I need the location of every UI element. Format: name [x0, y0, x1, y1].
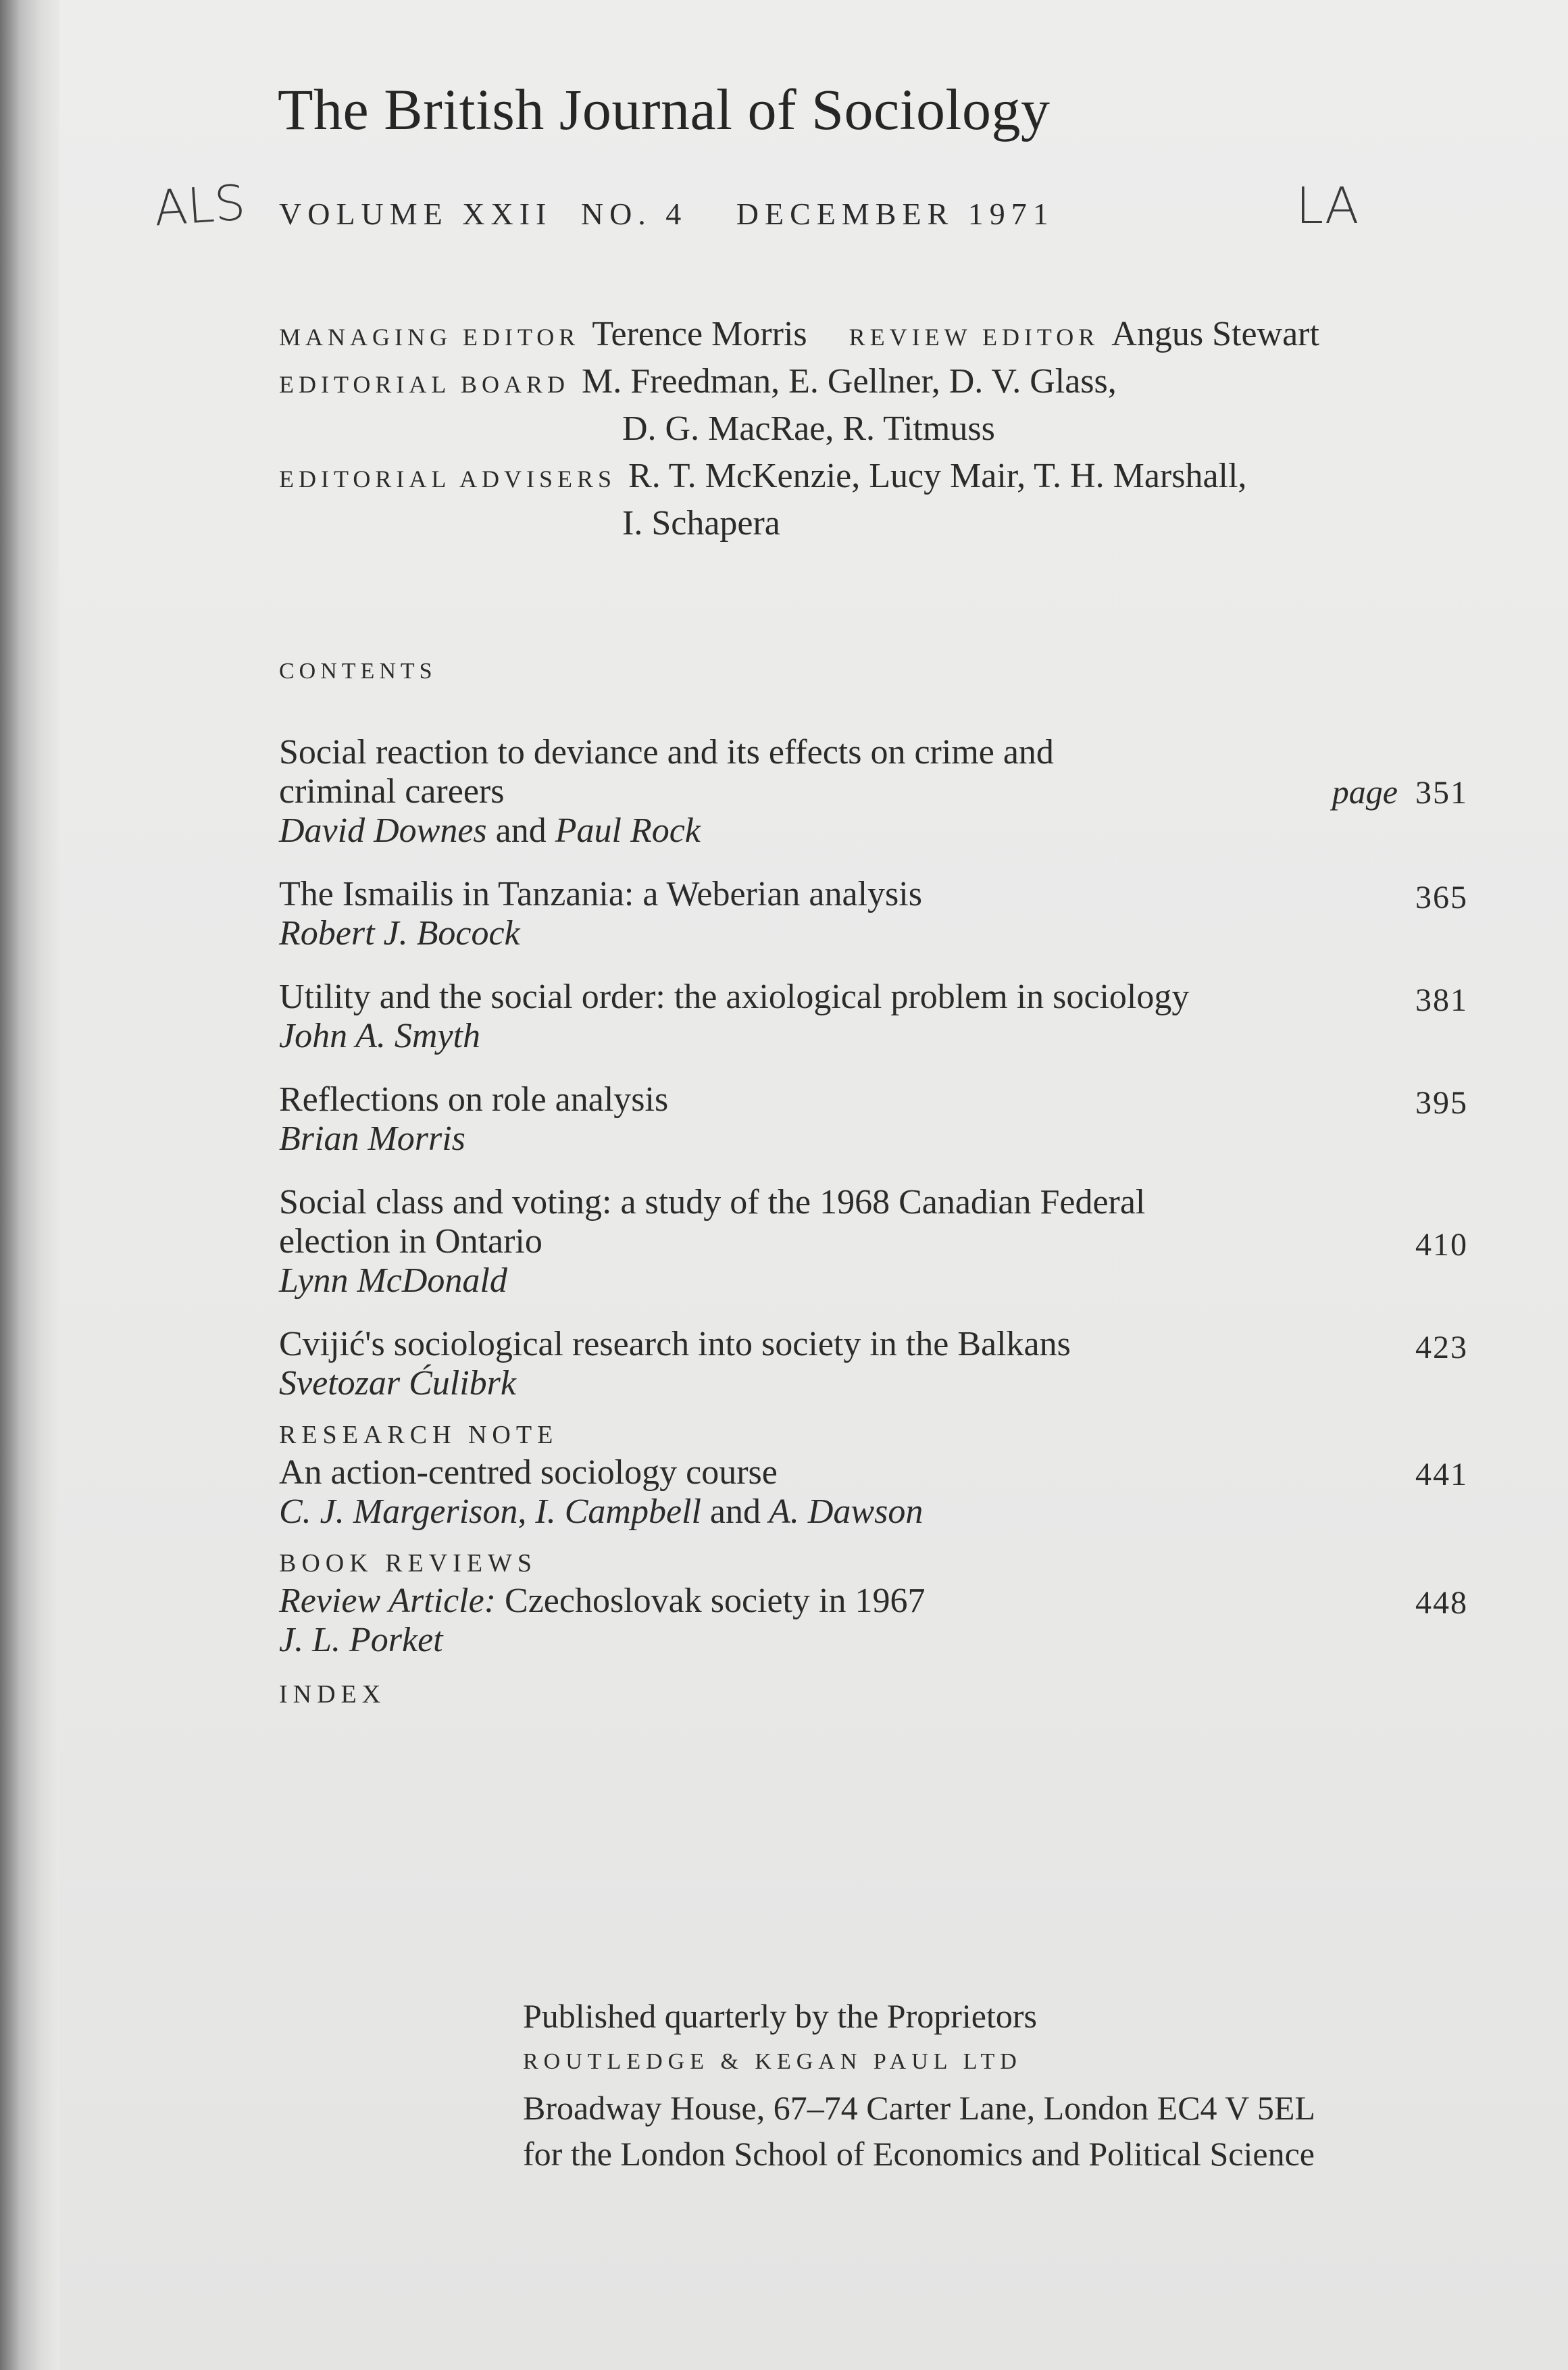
page-number: 381 — [1415, 982, 1468, 1018]
page-number: 395 — [1415, 1085, 1468, 1121]
managing-editor-name: Terence Morris — [592, 315, 807, 353]
toc-entry — [279, 1080, 1468, 1159]
editorial-advisers-names: R. T. McKenzie, Lucy Mair, T. H. Marshall, — [628, 457, 1247, 495]
page-number — [1332, 772, 1468, 811]
book-reviews-heading: BOOK REVIEWS — [279, 1549, 538, 1578]
article-title-line: election in Ontario — [279, 1222, 542, 1261]
article-title: Reflections on role analysis — [279, 1080, 669, 1119]
article-title-line: Social reaction to deviance and its effects on crime and — [279, 733, 1054, 772]
journal-page — [59, 0, 1568, 2370]
editorial-advisers-label: EDITORIAL ADVISERS — [279, 465, 617, 493]
review-article-label: Review Article: — [279, 1582, 497, 1620]
toc-entry — [279, 1325, 1468, 1403]
table-of-contents — [279, 733, 1468, 1713]
research-note-heading: RESEARCH NOTE — [279, 1421, 559, 1449]
article-title: Cvijić's sociological research into society in the Balkans — [279, 1325, 1071, 1363]
editorial-board-names: M. Freedman, E. Gellner, D. V. Glass, — [581, 362, 1117, 401]
handwritten-annotation-left: ALS — [152, 174, 247, 237]
author-name: C. J. Margerison, — [279, 1492, 527, 1531]
contents-heading: CONTENTS — [279, 659, 437, 684]
publisher-affiliation: for the London School of Economics and Political Science — [523, 2135, 1315, 2173]
toc-entry — [279, 1183, 1468, 1301]
page-number: 448 — [1415, 1585, 1468, 1621]
editorial-board-line-2 — [279, 409, 1319, 456]
article-title — [279, 733, 1333, 811]
issue-date: DECEMBER 1971 — [736, 197, 1055, 231]
review-article-name: Czechoslovak society in 1967 — [505, 1582, 926, 1620]
review-editor-name: Angus Stewart — [1111, 315, 1319, 353]
publisher-block — [523, 1993, 1315, 2177]
article-title-line: criminal careers — [279, 772, 505, 811]
editorial-advisers-line-2 — [279, 503, 1319, 551]
editorial-advisers-names-2: I. Schapera — [622, 504, 780, 543]
article-author: Lynn McDonald — [279, 1261, 507, 1300]
book-reviews-section — [279, 1546, 1468, 1660]
page-number-value: 351 — [1415, 775, 1468, 811]
toc-entry — [279, 875, 1468, 953]
review-article-title — [279, 1582, 1333, 1621]
publisher-name: ROUTLEDGE & KEGAN PAUL LTD — [523, 2049, 1022, 2074]
research-note-title: An action-centred sociology course — [279, 1453, 778, 1492]
article-author: Brian Morris — [279, 1119, 465, 1158]
masthead-editors-line — [279, 314, 1319, 361]
editorial-advisers-line — [279, 456, 1319, 503]
book-binding-shadow — [0, 0, 59, 2370]
review-editor-label: REVIEW EDITOR — [849, 324, 1100, 351]
editorial-board-label: EDITORIAL BOARD — [279, 371, 570, 398]
journal-title: The British Journal of Sociology — [278, 77, 1051, 142]
article-title: The Ismailis in Tanzania: a Weberian analysis — [279, 875, 922, 913]
page-word: page — [1332, 773, 1398, 811]
article-author: John A. Smyth — [279, 1017, 480, 1055]
author-joiner: and — [495, 811, 547, 850]
issue-number: NO. 4 — [580, 197, 688, 231]
handwritten-annotation-right: LA — [1296, 177, 1359, 235]
issue-line — [279, 196, 1090, 232]
article-author: Robert J. Bocock — [279, 914, 520, 953]
toc-entry — [279, 733, 1468, 851]
article-title — [279, 1183, 1333, 1261]
author-name: A. Dawson — [769, 1492, 924, 1531]
author-name: David Downes — [279, 811, 487, 850]
publisher-line: Published quarterly by the Proprietors — [523, 1997, 1037, 2035]
author-name: I. Campbell — [535, 1492, 701, 1531]
index-heading: INDEX — [279, 1680, 386, 1709]
managing-editor-label: MANAGING EDITOR — [279, 324, 580, 351]
page-number: 410 — [1415, 1227, 1468, 1263]
toc-entry — [279, 978, 1468, 1056]
author-name: Paul Rock — [555, 811, 701, 850]
article-title: Utility and the social order: the axiological problem in sociology — [279, 978, 1190, 1016]
author-joiner: and — [709, 1492, 761, 1531]
research-note-section — [279, 1418, 1468, 1532]
issue-volume: VOLUME XXII — [279, 197, 553, 231]
editorial-board-line — [279, 361, 1319, 409]
research-note-authors — [279, 1492, 1468, 1532]
article-author — [279, 811, 1468, 851]
page-number: 365 — [1415, 880, 1468, 915]
masthead — [279, 314, 1319, 551]
article-author: Svetozar Ćulibrk — [279, 1364, 516, 1403]
editorial-board-names-2: D. G. MacRae, R. Titmuss — [622, 409, 995, 448]
page-number: 423 — [1415, 1330, 1468, 1365]
article-title-line: Social class and voting: a study of the 1968 Canadian Federal — [279, 1183, 1146, 1221]
page-number: 441 — [1415, 1457, 1468, 1492]
review-article-author: J. L. Porket — [279, 1621, 443, 1659]
publisher-address: Broadway House, 67–74 Carter Lane, London EC4 V 5EL — [523, 2089, 1315, 2127]
